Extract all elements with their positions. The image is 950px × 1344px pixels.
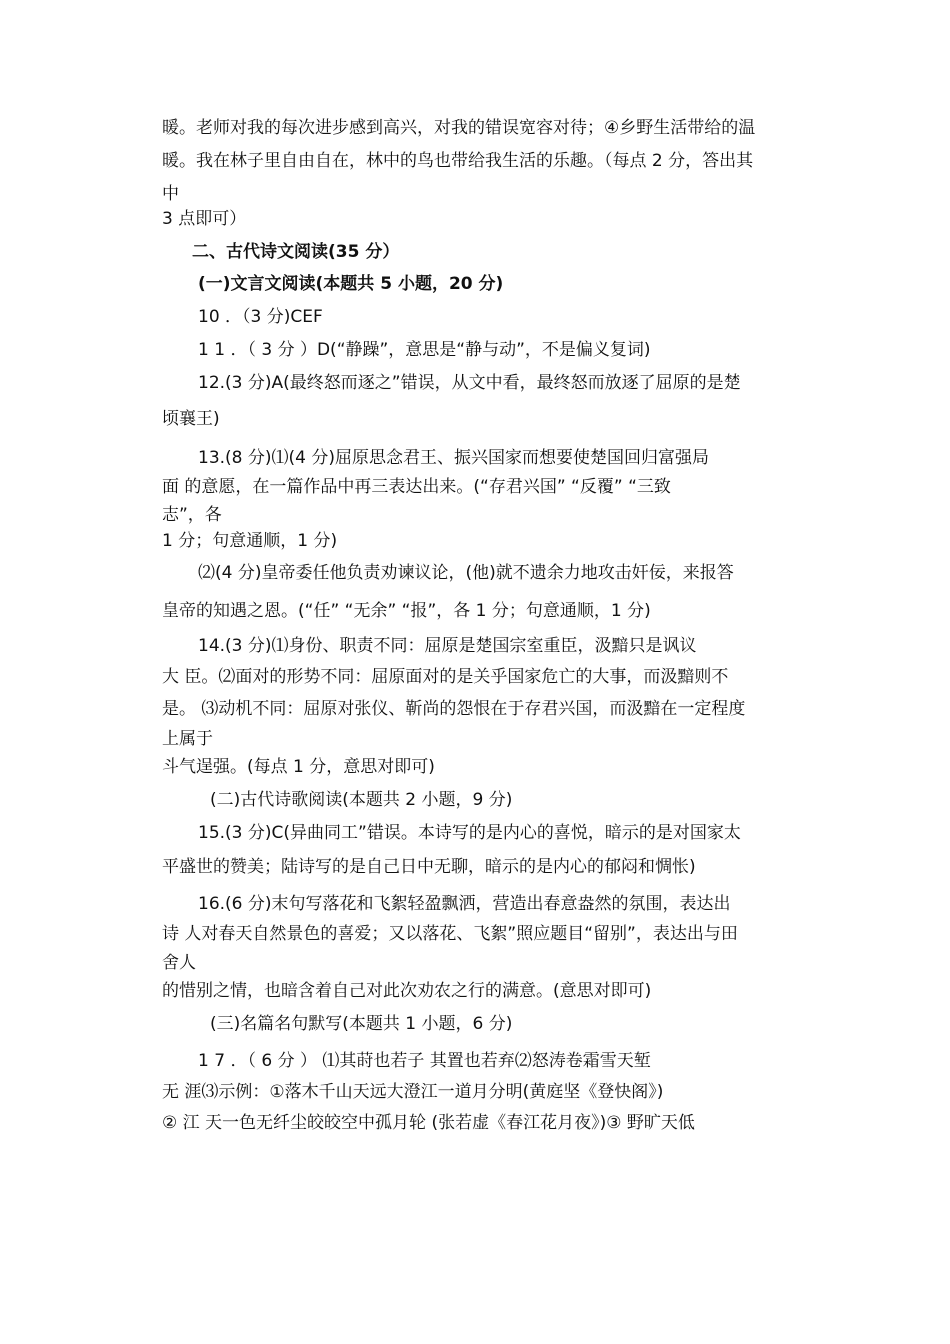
text-line: 平盛世的赞美；陆诗写的是自己日中无聊，暗示的是内心的郁闷和惆怅) [162,857,696,877]
section-heading: 二、古代诗文阅读(35 分） [192,242,400,262]
subsection-heading: (一)文言文阅读(本题共 5 小题，20 分) [198,274,504,294]
text-line: 志”，各 [162,505,222,525]
answer-line: ⑵(4 分)皇帝委任他负责劝谏议论，(他)就不遗余力地攻击奸佞，来报答 [198,563,734,583]
text-line: 上属于 [162,729,213,749]
answer-line: 15.(3 分)C(异曲同工”错误。本诗写的是内心的喜悦，暗示的是对国家太 [198,823,741,843]
text-line: 3 点即可） [162,209,247,229]
text-line: 诗 人对春天自然景色的喜爱；又以落花、飞絮”照应题目“留别”，表达出与田 [162,924,738,944]
answer-line: 1 7 ．（ 6 分 ） ⑴其莳也若子 其置也若弃⑵怒涛卷霜雪天堑 [198,1051,651,1071]
text-line: ② 江 天一色无纤尘皎皎空中孤月轮 (张若虚《春江花月夜》)③ 野旷天低 [162,1113,695,1133]
text-line: 舍人 [162,953,196,973]
text-line: 的惜别之情，也暗含着自己对此次劝农之行的满意。(意思对即可) [162,981,652,1001]
text-line: 是。 ⑶动机不同：屈原对张仪、靳尚的怨恨在于存君兴国，而汲黯在一定程度 [162,699,746,719]
answer-line: 13.(8 分)⑴(4 分)屈原思念君王、振兴国家而想要使楚国回归富强局 [198,448,710,468]
answer-line: 10 ．（3 分)CEF [198,307,323,327]
answer-line: 12.(3 分)A(最终怒而逐之”错误，从文中看，最终怒而放逐了屈原的是楚 [198,373,741,393]
answer-line: 14.(3 分)⑴身份、职责不同：屈原是楚国宗室重臣，汲黯只是讽议 [198,636,697,656]
text-line: 大 臣。⑵面对的形势不同：屈原面对的是关乎国家危亡的大事，而汲黯则不 [162,667,729,687]
text-line: 无 涯⑶示例：①落木千山天远大澄江一道月分明(黄庭坚《登快阁》) [162,1082,664,1102]
text-line: 暖。老师对我的每次进步感到高兴，对我的错误宽容对待；④乡野生活带给的温 [162,118,756,138]
subsection-heading: (三)名篇名句默写(本题共 1 小题，6 分) [210,1014,513,1034]
text-line: 1 分；句意通顺，1 分) [162,531,338,551]
text-line: 面 的意愿，在一篇作品中再三表达出来。(“存君兴国” “反覆” “三致 [162,477,671,497]
subsection-heading: (二)古代诗歌阅读(本题共 2 小题，9 分) [210,790,513,810]
answer-line: 16.(6 分)末句写落花和飞絮轻盈飘洒，营造出春意盎然的氛围，表达出 [198,894,731,914]
answer-line: 1 1 ．（ 3 分 ）D(“静躁”，意思是“静与动”，不是偏义复词) [198,340,651,360]
text-line: 斗气逞强。(每点 1 分，意思对即可) [162,757,435,777]
text-line: 暖。我在林子里自由自在，林中的鸟也带给我生活的乐趣。（每点 2 分，答出其 [162,151,754,171]
text-line: 皇帝的知遇之恩。(“任” “无余” “报”，各 1 分；句意通顺，1 分) [162,601,651,621]
text-line: 中 [162,184,179,204]
text-line: 顷襄王) [162,409,220,429]
